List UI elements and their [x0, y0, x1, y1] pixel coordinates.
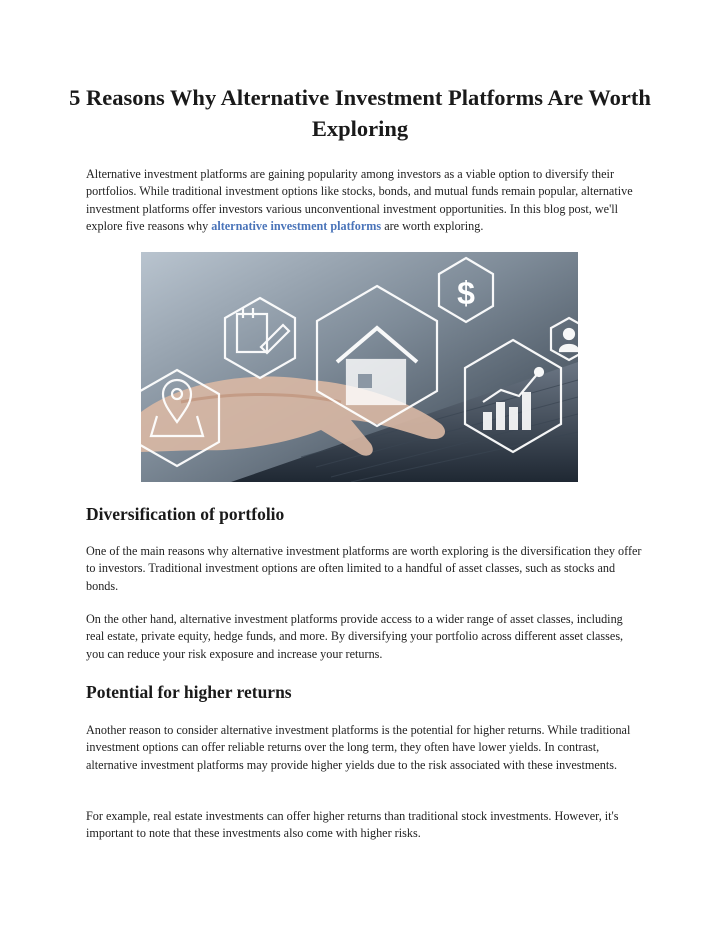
- section-paragraph: For example, real estate investments can offer higher returns than traditional stock investments. However, it's important to note that these investments also come with higher risks.: [86, 809, 619, 841]
- section-paragraph: On the other hand, alternative investment platforms provide access to a wider range of asset classes, including real estate, private equity, hedge funds, and more. By diversifying your portfolio across different asset classes, you can reduce your risk exposure and increase your returns.: [86, 612, 624, 661]
- section-heading-returns: Potential for higher returns: [86, 682, 292, 702]
- section-heading-diversification: Diversification of portfolio: [86, 504, 285, 524]
- section-paragraph: Another reason to consider alternative investment platforms is the potential for higher returns. While traditional investment options can offer reliable returns over the long term, they often have lower yields. In contrast, alternative investment platforms may provide higher yields due to the risk associated with these investments.: [86, 723, 631, 772]
- intro-text-end: are worth exploring.: [381, 219, 484, 234]
- section-paragraph: One of the main reasons why alternative investment platforms are worth exploring is the diversification they offer to investors. Traditional investment options are often limited to a handful of asset classes, such as stocks and bonds.: [86, 544, 642, 593]
- hero-image: [141, 252, 578, 482]
- dollar-sign-glyph: $: [457, 275, 475, 311]
- intro-text-start: Alternative investment platforms are gaining popularity among investors as a viable option to diversify their portfolios. While traditional investment options like stocks, bonds, and mutual funds remain popular, alternative investment platforms offer investors various unconventional investment opportunities. In this blog post, we'll explore five reasons why: [86, 167, 633, 234]
- alternative-investment-platforms-link[interactable]: alternative investment platforms: [211, 219, 382, 234]
- article-title: 5 Reasons Why Alternative Investment Platforms Are Worth Exploring: [69, 85, 651, 141]
- intro-paragraph: [86, 166, 642, 236]
